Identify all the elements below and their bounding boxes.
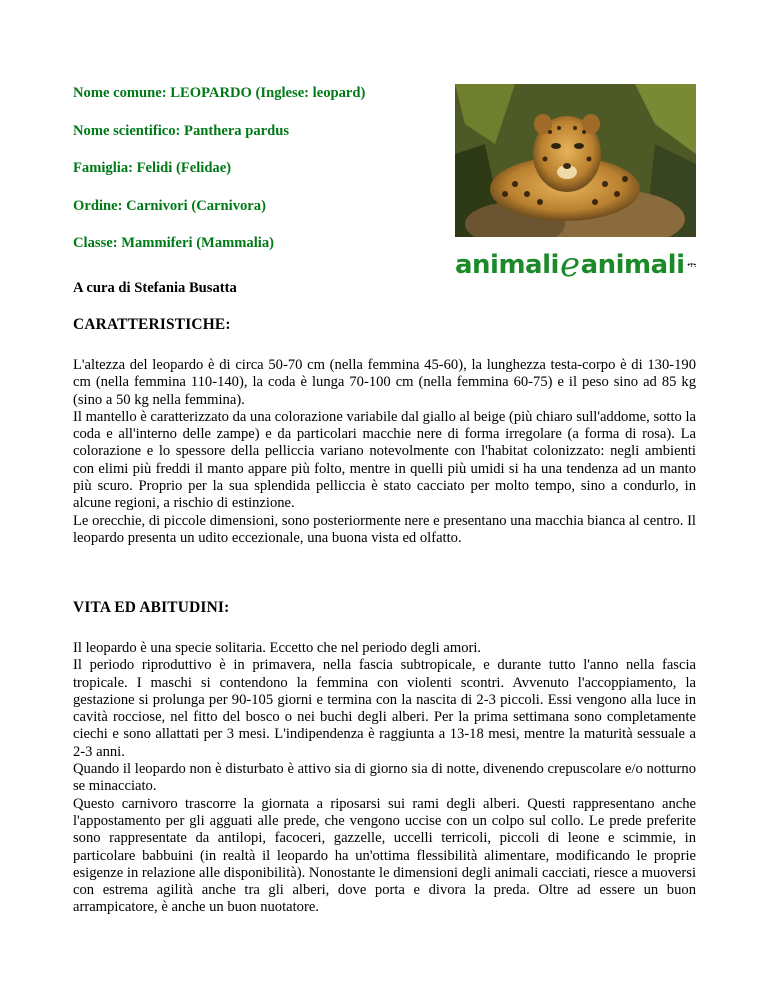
world-map-icon: [687, 254, 697, 276]
section-title-life: VITA ED ABITUDINI:: [73, 599, 230, 616]
leopard-photo: [455, 84, 696, 237]
curator: A cura di Stefania Busatta: [73, 280, 237, 296]
class: Classe: Mammiferi (Mammalia): [73, 235, 274, 251]
section-title-characteristics: CARATTERISTICHE:: [73, 316, 231, 333]
paragraph: Le orecchie, di piccole dimensioni, sono posteriormente nere e presentano una macchia bianca al centro. Il leopardo presenta un udito eccezionale, una buona vista ed olfatto.: [73, 512, 696, 546]
life-text: [73, 640, 696, 917]
scientific-name: Nome scientifico: Panthera pardus: [73, 122, 290, 139]
animali-e-animali-logo: animali e animali: [455, 247, 696, 283]
paragraph: Il periodo riproduttivo è in primavera, nella fascia subtropicale, e durante tutto l'anno nella fascia tropicale. I maschi si contendono la femmina con violenti scontri. Avvenuto l'accoppiamento, la gestazione si prolunga per 90-105 giorni e termina con la nascita di 2-3 piccoli. Essi vengono alla luce in cavità rocciose, nel fitto del bosco o nei buchi degli alberi. Per la prima settimana sono completamente ciechi e sono allattati per 3 mesi. L'indipendenza è raggiunta a 13-18 mesi, mentre la maturità sessuale a 2-3 anni.: [73, 657, 696, 760]
paragraph: Il leopardo è una specie solitaria. Eccetto che nel periodo degli amori.: [73, 640, 482, 656]
paragraph: L'altezza del leopardo è di circa 50-70 cm (nella femmina 45-60), la lunghezza testa-corpo è di 130-190 cm (nella femmina 110-140), la coda è lunga 70-100 cm (nella femmina 60-75) e il peso sino ad 85 kg (sino a 50 kg nella femmina).: [73, 357, 696, 408]
family: Famiglia: Felidi (Felidae): [73, 160, 232, 176]
paragraph: Quando il leopardo non è disturbato è attivo sia di giorno sia di notte, divenendo crepuscolare e/o notturno se minacciato.: [73, 761, 696, 795]
paragraph: Questo carnivoro trascorre la giornata a riposarsi sui rami degli alberi. Questi rappresentano anche l'appostamento per gli agguati alle prede, che vengono uccise con un colpo sul collo. Le prede preferite sono rappresentate da antilopi, facoceri, gazzelle, uccelli terricoli, piccoli di leone e scimmie, in particolare babbuini (in realtà il leopardo ha un'ottima flessibilità alimentare, modificando le proprie esigenze in relazione alle disponibilità). Nonostante le dimensioni degli animali cacciati, riesce a muoversi con estrema agilità anche tra gli alberi, dove porta e divora la preda. Oltre ad essere un buon arrampicatore, è anche un buon nuotatore.: [73, 795, 696, 916]
taxonomy-info: [73, 84, 433, 272]
common-name: Nome comune: LEOPARDO (Inglese: leopard): [73, 85, 366, 101]
characteristics-text: [73, 357, 696, 547]
paragraph: Il mantello è caratterizzato da una colorazione variabile dal giallo al beige (più chiaro sull'addome, sotto la coda e all'interno delle zampe) e da particolari macchie nere di forma irregolare (a forma di rosa). La colorazione e lo spessore della pelliccia variano notevolmente con l'habitat colonizzato: negli ambienti con elimi più freddi il manto appare più folto, mentre in quelli più umidi si ha una tendenza ad un manto più scuro. Proprio per la sua splendida pelliccia è stato cacciato per molto tempo, sino a condurlo, in alcune regioni, a rischio di estinzione.: [73, 408, 697, 512]
order: Ordine: Carnivori (Carnivora): [73, 197, 266, 214]
